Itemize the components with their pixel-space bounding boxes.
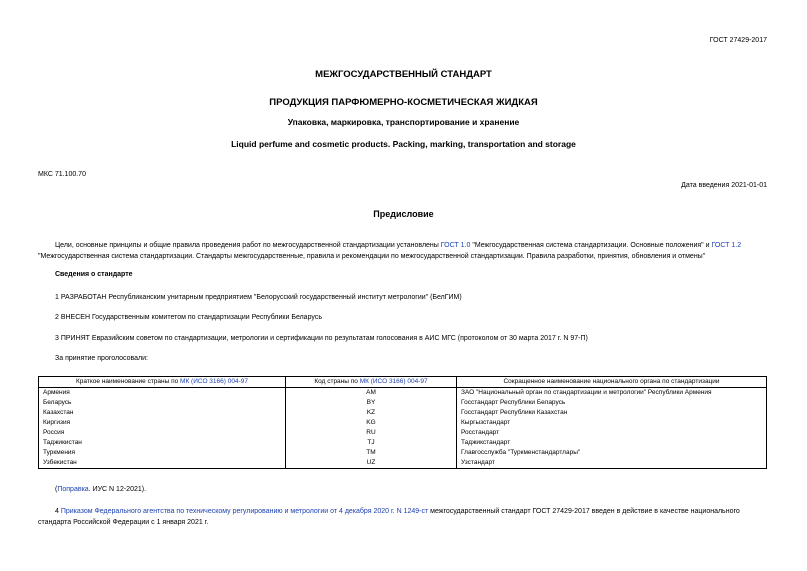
cell-country: Армения [39,388,286,399]
standard-type-title: МЕЖГОСУДАРСТВЕННЫЙ СТАНДАРТ [315,69,492,80]
english-title: Liquid perfume and cosmetic products. Packing, marking, transportation and storage [231,139,576,149]
table-header-row [39,377,767,388]
item-3: 3 ПРИНЯТ Евразийским советом по стандартизации, метрологии и сертификации по результатам голосования в АИС МГС (протоколом от 30 марта 2017 г. N 97-П) [55,335,588,342]
table-row [39,418,767,428]
cell-code: AM [286,388,457,399]
amendment-note: (Поправка. ИУС N 12-2021). [55,486,147,493]
subtitle: Упаковка, маркировка, транспортирование и хранение [287,117,520,127]
p1-text-c: "Межгосударственная система стандартизации. Стандарты межгосударственные, правила и рекомендации по межгосударственной стандартизации. Правила разработки, принятия, обновления и отмены" [38,253,706,260]
table-row [39,408,767,418]
table-row [39,428,767,438]
item-1: 1 РАЗРАБОТАН Республиканским унитарным предприятием "Белорусский государственный институт метрологии" (БелГИМ) [55,294,462,301]
cell-code: KG [286,418,457,428]
cell-body: Узстандарт [457,458,767,469]
cell-country: Киргизия [39,418,286,428]
doc-number: ГОСТ 27429-2017 [709,37,767,44]
cell-code: BY [286,398,457,408]
cell-country: Казахстан [39,408,286,418]
order-link[interactable]: Приказом Федерального агентства по техническому регулированию и метрологии от 4 декабря 2020 г. N 1249-ст [60,508,429,515]
cell-code: RU [286,428,457,438]
cell-body: Главгосслужба "Туркменстандартлары" [457,448,767,458]
p1-text-b: "Межгосударственная система стандартизации. Основные положения" и [470,242,712,249]
amendment-link[interactable]: Поправка [57,486,89,493]
table-row [39,398,767,408]
cell-code: TJ [286,438,457,448]
cell-body: Кыргызстандарт [457,418,767,428]
cell-body: ЗАО "Национальный орган по стандартизации и метрологии" Республики Армения [457,388,767,399]
cell-country: Узбекистан [39,458,286,469]
mk-iso-link[interactable]: МК (ИСО 3166) 004-97 [359,378,428,385]
table-row [39,458,767,469]
gost-1-0-link[interactable]: ГОСТ 1.0 [440,242,471,249]
col-country-header: Краткое наименование страны по МК (ИСО 3166) 004-97 [39,377,286,388]
info-heading: Сведения о стандарте [55,271,133,278]
table-row [39,438,767,448]
gost-1-2-link[interactable]: ГОСТ 1.2 [711,242,742,249]
foreword-heading: Предисловие [373,209,434,219]
cell-code: UZ [286,458,457,469]
p1-text-a: Цели, основные принципы и общие правила проведения работ по межгосударственной стандартизации установлены [55,242,441,249]
item-4: 4 Приказом Федерального агентства по техническому регулированию и метрологии от 4 декабря 2020 г. N 1249-ст межгосударственный стандарт ГОСТ 27429-2017 введен в действие в качестве национального стандарта Российской Федерации с 1 января 2021 г. [38,508,740,526]
cell-body: Госстандарт Республики Беларусь [457,398,767,408]
table-row [39,388,767,399]
mks-code: МКС 71.100.70 [38,171,86,178]
col-code-header: Код страны по МК (ИСО 3166) 004-97 [286,377,457,388]
cell-code: KZ [286,408,457,418]
cell-country: Туркмения [39,448,286,458]
col-body-header: Сокращенное наименование национального органа по стандартизации [457,377,767,388]
item-2: 2 ВНЕСЕН Государственным комитетом по стандартизации Республики Беларусь [55,314,322,321]
cell-code: TM [286,448,457,458]
countries-table [38,376,767,469]
cell-body: Таджикстандарт [457,438,767,448]
cell-country: Россия [39,428,286,438]
voted-label: За принятие проголосовали: [55,355,148,362]
foreword-paragraph [38,240,767,262]
table-row [39,448,767,458]
mk-iso-link[interactable]: МК (ИСО 3166) 004-97 [180,378,248,385]
cell-body: Росстандарт [457,428,767,438]
cell-country: Беларусь [39,398,286,408]
intro-date: Дата введения 2021-01-01 [681,182,767,189]
cell-body: Госстандарт Республики Казахстан [457,408,767,418]
cell-country: Таджикистан [39,438,286,448]
product-title: ПРОДУКЦИЯ ПАРФЮМЕРНО-КОСМЕТИЧЕСКАЯ ЖИДКАЯ [269,97,538,108]
